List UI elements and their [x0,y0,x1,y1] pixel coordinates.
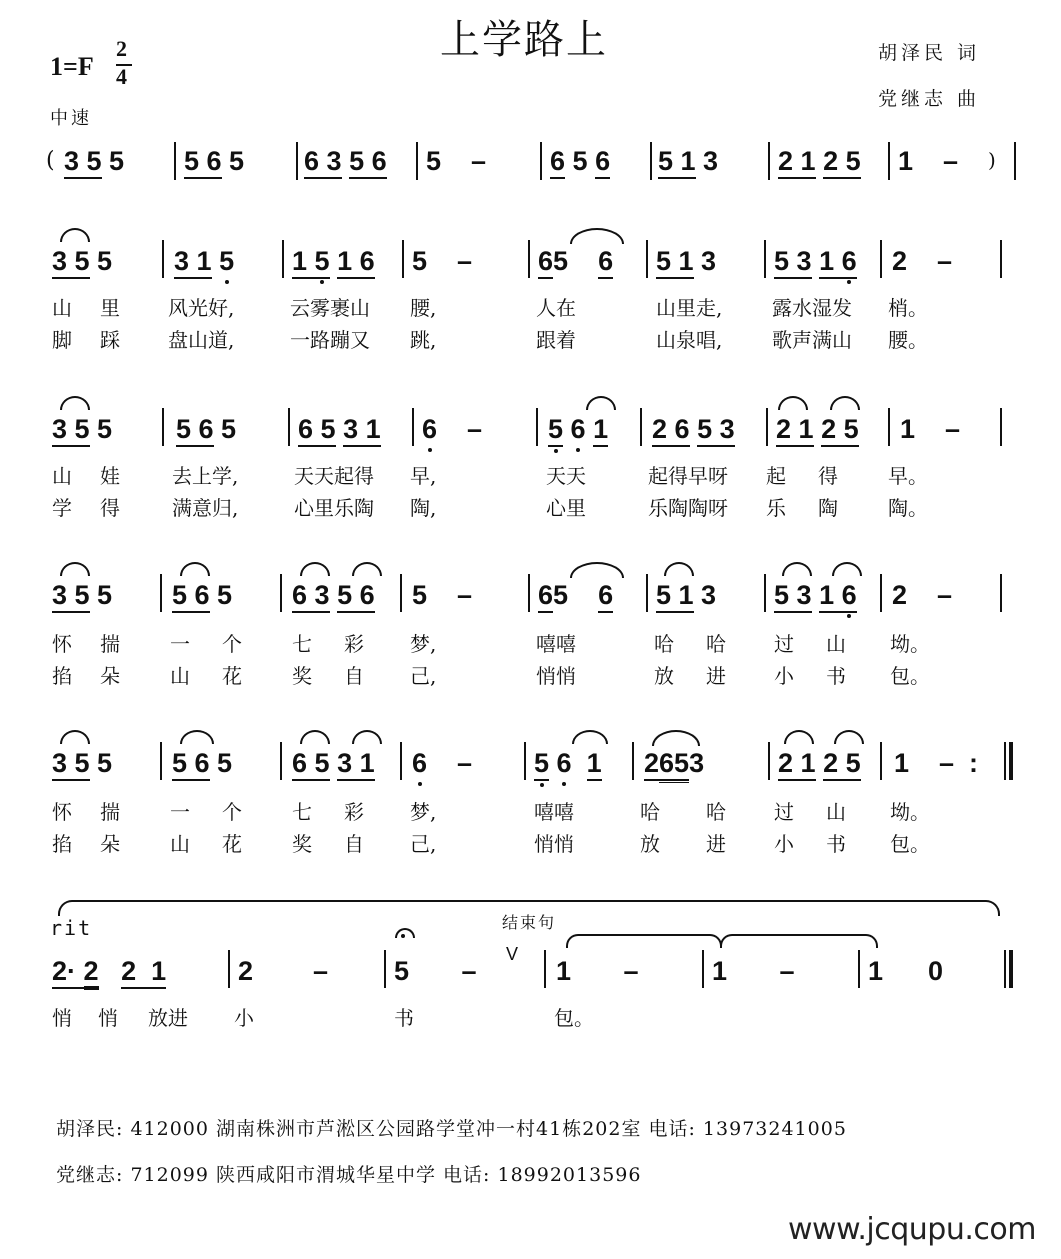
slur [782,562,812,576]
slur [60,396,90,410]
measure: 5 3 1 6 [774,246,857,276]
lyric: 天天 [546,464,586,488]
slur [570,562,624,578]
barline [280,742,282,780]
tempo-marking: 中速 [50,108,92,129]
barline [384,950,386,988]
lyric: 哈 [706,800,726,824]
lyric: 跳, [410,328,437,352]
lyric: 哈 [706,632,726,656]
measure: 6 3 5 6 [292,580,375,610]
lyric: 山 [826,800,846,824]
lyric: 哈 [654,632,674,656]
rit-marking: rit [50,916,93,940]
measure: 5 6 5 [172,580,232,610]
barline [1014,142,1016,180]
barline [296,142,298,180]
lyric: 乐陶陶呀 [648,496,728,520]
lyric: 朵 [100,832,120,856]
lyric: 得 [100,496,120,520]
slur [60,562,90,576]
barline [640,408,642,446]
slur [570,228,624,244]
barline [650,142,652,180]
barline [400,574,402,612]
lyric: 梦, [410,632,437,656]
lyric: 陶 [818,496,838,520]
intro-measure-7: 2 1 2 5 [778,146,861,176]
measure: 2 – [238,956,329,986]
lyric: 起 [766,464,786,488]
open-paren: ( [46,148,55,173]
lyric: 悄悄 [536,664,576,688]
breath-mark-icon: V [506,944,519,964]
barline [412,408,414,446]
barline [280,574,282,612]
measure: 1 0 [868,956,944,986]
lyric: 掐 [52,664,72,688]
lyric: 娃 [100,464,120,488]
lyric: 踩 [100,328,120,352]
lyric: 彩 [344,800,364,824]
lyric: 奖 [292,832,312,856]
lyric: 脚 [52,328,72,352]
lyric: 奖 [292,664,312,688]
lyric: 早, [410,464,437,488]
barline [536,408,538,446]
slur [352,730,382,744]
barline [632,742,634,780]
lyric: 己, [410,664,437,688]
barline [880,240,882,278]
measure: 5 6 1 [534,748,602,778]
measure: 5 1 3 [656,246,716,276]
measure: 1 5 1 6 [292,246,375,276]
lyric: 山 [826,632,846,656]
measure: 65 6 [538,246,613,276]
lyric: 朵 [100,664,120,688]
measure: 5 6 5 [172,748,232,778]
tie [566,934,722,948]
slur [572,730,608,744]
lyric: 心里 [546,496,586,520]
lyric: 满意归, [172,496,239,520]
barline [766,408,768,446]
lyric: 心里乐陶 [294,496,374,520]
measure: 2 1 2 5 [778,748,861,778]
lyric: 山 [52,464,72,488]
lyric: 包。 [890,832,930,856]
lyric: 进 [706,664,726,688]
lyric: 过 [774,800,794,824]
barline [880,742,882,780]
slur [300,562,330,576]
lyricist: 胡泽民 词 [878,42,981,64]
measure: 65 6 [538,580,613,610]
lyric: 里 [100,296,120,320]
barline [540,142,542,180]
lyric: 嘻嘻 [536,632,576,656]
barline [162,408,164,446]
key-signature: 1=F [50,52,94,81]
lyric: 乐 [766,496,786,520]
lyric: 书 [826,664,846,688]
intro-measure-3: 6 3 5 6 [304,146,387,176]
lyric: 露水湿发 [772,296,852,320]
barline [160,574,162,612]
intro-measure-2: 5 6 5 [184,146,244,176]
measure: 1 – : [894,748,979,778]
measure: 1 – [556,956,639,986]
lyric: 山 [170,664,190,688]
barline [646,240,648,278]
barline [524,742,526,780]
lyric: 山 [52,296,72,320]
lyric: 去上学, [172,464,239,488]
barline [160,742,162,780]
tie [720,934,878,948]
page-title: 上学路上 [440,17,608,63]
measure: 5 – [394,956,477,986]
lyric: 小 [774,832,794,856]
measure: 3 5 5 [52,414,112,444]
repeat-barline-thin [1004,742,1006,780]
slur [352,562,382,576]
intro-measure-5: 6 5 6 [550,146,610,176]
lyric: 腰。 [888,328,928,352]
measure: 5 – [412,246,473,276]
barline [1000,574,1002,612]
composer-contact: 党继志: 712099 陕西咸阳市渭城华星中学 电话: 18992013596 [56,1164,642,1186]
barline [888,142,890,180]
barline [288,408,290,446]
lyric: 得 [818,464,838,488]
lyric: 歌声满山 [772,328,852,352]
barline [1000,408,1002,446]
barline [1000,240,1002,278]
lyric: 自 [344,664,364,688]
lyric: 陶。 [888,496,928,520]
measure: 6 – [422,414,483,444]
time-signature-bottom: 4 [116,64,127,89]
lyric: 书 [826,832,846,856]
final-barline-thick [1009,950,1013,988]
final-barline-thin [1004,950,1006,988]
lyric: 放进 [148,1006,188,1030]
lyric: 进 [706,832,726,856]
watermark: www.jcqupu.com [788,1212,1036,1247]
measure: 2 1 2 5 [776,414,859,444]
lyric: 天天起得 [294,464,374,488]
lyric: 怀 [52,800,72,824]
lyric: 一 [170,800,190,824]
lyric: 盘山道, [168,328,235,352]
lyric: 包。 [554,1006,594,1030]
measure: 2 6 5 3 [652,414,735,444]
barline [646,574,648,612]
lyric: 起得早呀 [648,464,728,488]
lyric: 过 [774,632,794,656]
lyric: 人在 [536,296,576,320]
barline [528,240,530,278]
slur [180,730,214,744]
barline [858,950,860,988]
measure: 2· 2 2 1 [52,956,166,986]
lyric: 自 [344,832,364,856]
slur [778,396,808,410]
slur [784,730,814,744]
lyric: 己, [410,832,437,856]
lyric: 悄 [52,1006,72,1030]
lyric: 小 [774,664,794,688]
slur [830,396,860,410]
lyric: 个 [222,800,242,824]
measure: 5 6 1 [548,414,608,444]
barline [282,240,284,278]
slur [60,730,90,744]
barline [416,142,418,180]
lyric: 花 [222,832,242,856]
measure: 3 1 5 [174,246,234,276]
lyric: 一路蹦又 [290,328,370,352]
slur [832,562,862,576]
slur [180,562,210,576]
measure: 3 5 5 [52,748,112,778]
lyric: 怀 [52,632,72,656]
lyric: 七 [292,632,312,656]
lyric: 坳。 [890,800,930,824]
lyric: 云雾裹山 [290,296,370,320]
barline [764,240,766,278]
measure: 5 – [412,580,473,610]
barline [162,240,164,278]
slur [586,396,616,410]
measure: 5 6 5 [176,414,236,444]
ending-label: 结束句 [502,913,557,932]
measure: 1 – [900,414,961,444]
intro-measure-4: 5 – [426,146,487,176]
barline [880,574,882,612]
lyric: 山 [170,832,190,856]
lyric: 揣 [100,632,120,656]
slur [664,562,694,576]
barline [768,742,770,780]
slur [60,228,90,242]
lyric: 跟着 [536,328,576,352]
repeat-barline-thick [1009,742,1013,780]
lyric: 书 [394,1006,414,1030]
intro-measure-8: 1 – [898,146,959,176]
lyric: 一 [170,632,190,656]
lyric: 揣 [100,800,120,824]
time-signature-top: 2 [116,36,127,61]
lyric: 包。 [890,664,930,688]
barline [528,574,530,612]
barline [888,408,890,446]
measure: 1 – [712,956,795,986]
intro-measure-6: 5 1 3 [658,146,718,176]
lyricist-contact: 胡泽民: 412000 湖南株洲市芦淞区公园路学堂冲一村41栋202室 电话: 13973241005 [56,1118,847,1140]
slur [300,730,330,744]
composer: 党继志 曲 [878,88,981,110]
measure: 6 5 3 1 [292,748,375,778]
measure: 2653 [644,748,704,778]
measure: 6 5 3 1 [298,414,381,444]
lyric: 腰, [410,296,437,320]
lyric: 掐 [52,832,72,856]
lyric: 哈 [640,800,660,824]
measure: 2 – [892,246,953,276]
fermata-icon [395,928,415,938]
lyric: 放 [640,832,660,856]
lyric: 嘻嘻 [534,800,574,824]
barline [174,142,176,180]
slur [834,730,864,744]
lyric: 山里走, [656,296,723,320]
lyric: 放 [654,664,674,688]
measure: 3 5 5 [52,580,112,610]
lyric: 学 [52,496,72,520]
lyric: 悄 [98,1006,118,1030]
lyric: 花 [222,664,242,688]
barline [544,950,546,988]
lyric: 梢。 [888,296,928,320]
barline [768,142,770,180]
lyric: 梦, [410,800,437,824]
measure: 2 – [892,580,953,610]
lyric: 悄悄 [534,832,574,856]
lyric: 坳。 [890,632,930,656]
measure: 5 1 3 [656,580,716,610]
barline [764,574,766,612]
close-paren: ) [988,148,996,172]
barline [400,742,402,780]
lyric: 风光好, [168,296,235,320]
measure: 3 5 5 [52,246,112,276]
slur [652,730,700,746]
barline [228,950,230,988]
barline [702,950,704,988]
lyric: 早。 [888,464,928,488]
measure: 6 – [412,748,473,778]
fermata-dot [401,934,405,938]
lyric: 个 [222,632,242,656]
lyric: 山泉唱, [656,328,723,352]
intro-measure-1: 3 5 5 [64,146,124,176]
barline [402,240,404,278]
lyric: 彩 [344,632,364,656]
lyric: 陶, [410,496,437,520]
lyric: 小 [234,1006,254,1030]
lyric: 七 [292,800,312,824]
measure: 5 3 1 6 [774,580,857,610]
